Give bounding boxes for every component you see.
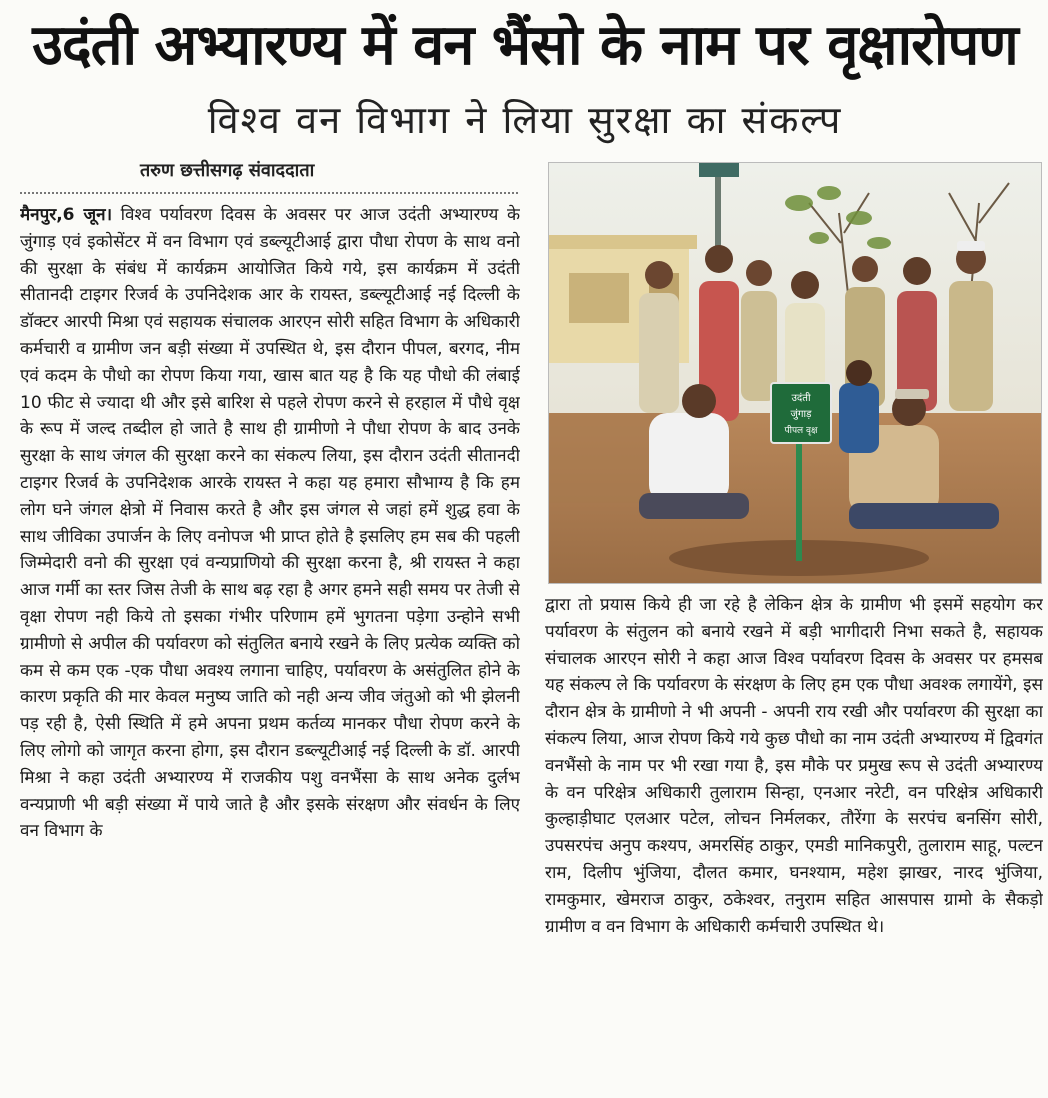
article-body-left-column — [20, 202, 520, 1098]
tree-planting-photo-illustration — [549, 163, 1041, 583]
sign-text-line2: जुंगाड़ — [790, 409, 812, 420]
subheadline: विश्व वन विभाग ने लिया सुरक्षा का संकल्प — [207, 98, 843, 142]
byline-divider — [20, 192, 518, 194]
sign-text-line3: पीपल वृक्ष — [784, 426, 818, 436]
article-body-right-column: द्वारा तो प्रयास किये ही जा रहे है लेकिन क्षेत्र के ग्रामीण भी इसमें सहयोग कर पर्यावरण के संतुलन को बनाये रखने में बड़ी भागीदारी निभा सकते है, सहायक संचालक आरएन सोरी ने कहा आज विश्व पर्यावरण दिवस के अवसर पर हमसब यह संकल्प ले कि पर्यावरण के संरक्षण के लिए हम एक पौधा अवश्क लगायेंगे, इस दौरान क्षेत्र के ग्रामीणो ने भी अपनी - अपनी राय रखी और पर्यावरण की सुरक्षा का संकल्प लिया, आज रोपण किये गये कुछ पौधो का नाम उदंती अभ्यारण्य में द्विवगंत वनभैंसो के नाम पर भी रखा गया है, इस मौके पर प्रमुख रूप से उदंती अभ्यारण्य के वन परिक्षेत्र अधिकारी तुलाराम सिन्हा, एनआर नरेटी, वन परिक्षेत्र अधिकारी कुल्हाड़ीघाट एलआर पटेल, लोचन निर्मलकर, तौरेंगा के सरपंच बनसिंग सोरी, उपसरपंच अनुप कश्यप, अमरसिंह ठाकुर, एमडी मानिकपुरी, तुलाराम साहू, पल्टन राम, दिलीप भुंजिया, दौलत कमार, घनश्याम, महेश झाखर, नारद भुंजिया, रामकुमार, खेमराज ठाकुर, ठकेश्वर, तनुराम सहित आसपास ग्रामो के सैकड़ो ग्रामीण व वन विभाग के अधिकारी कर्मचारी उपस्थित थे। — [545, 595, 1043, 937]
byline: तरुण छत्तीसगढ़ संवाददाता — [140, 160, 315, 181]
article-photo — [548, 162, 1042, 584]
dateline: मैनपुर,6 जून। — [20, 205, 113, 225]
headline: उदंती अभ्यारण्य में वन भैंसो के नाम पर वृक्षारोपण — [32, 13, 1018, 78]
body-text-left: विश्व पर्यावरण दिवस के अवसर पर आज उदंती अभ्यारण्य के जुंगाड़ एवं इकोसेंटर में वन विभाग एवं डब्ल्यूटीआई द्वारा पौधा रोपण के साथ वनो की सुरक्षा के संबंध में कार्यक्रम आयोजित किये गये, इस कार्यक्रम में उदंती सीतानदी टाइगर रिजर्व के उपनिदेशक आर के रायस्त, डब्ल्यूटीआई नई दिल्ली के डॉक्टर आरपी मिश्रा एवं सहायक संचालक आरएन सोरी सहित विभाग के अधिकारी कर्मचारी व ग्रामीण जन बड़ी संख्या में उपस्थित थे, इस दौरान पीपल, बरगद, नीम एवं कदम के पौधो का रोपण किया गया, खास बात यह है कि यह पौधो की लंबाई 10 फीट से ज्यादा थी और इसे बारिश से पहले रोपण करने से हरहाल में पौधे वृक्ष के रूप में जल्द तब्दील हो जाते है साथ ही ग्रामीणो ने पौधा रोपण के बाद उनके सुरक्षा के साथ जंगल की सुरक्षा करने का संकल्प लिया, इस दौरान उदंती सीतानदी टाइगर रिजर्व के उपनिदेशक आरके रायस्त ने कहा यह हमारा सौभाग्य है कि हम लोग घने जंगल क्षेत्रो में निवास करते है और इस जंगल से जहां हमें शुद्ध हवा के साथ जीविका उपार्जन के लिए वनोपज भी प्राप्त होते है इसलिए हम सब की पहली जिम्मेदारी वनो की सुरक्षा एवं वन्यप्राणियो की सुरक्षा करना है, श्री रायस्त ने कहा आज गर्मी का स्तर जिस तेजी के साथ बढ़ रहा है अगर हमने सही समय पर तेजी से वृक्षा रोपण नही किये तो इसका गंभीर परिणाम हमें भुगतना पड़ेगा उन्होने सभी ग्रामीणो से अपील की पर्यावरण को संतुलित बनाये रखने के लिए प्रत्येक व्यक्ति को कम से कम एक -एक पौधा अवश्य लगाना चाहिए, पर्यावरण के असंतुलित होने के कारण प्रकृति की मार केवल मनुष्य जाति को नही अन्य जीव जंतुओ को भी झेलनी पड़ रही है, ऐसी स्थिति में हमे अपना प्रथम कर्तव्य मानकर पौधा रोपण करने के लिए लोगो को जागृत करना होगा, इस दौरान डब्ल्यूटीआई नई दिल्ली के डॉ. आरपी मिश्रा ने कहा उदंती अभ्यारण्य में राजकीय पशु वनभैंसा के साथ अनेक दुर्लभ वन्यप्राणी भी बड़ी संख्या में पाये जाते है और इसके संरक्षण और संवर्धन के लिए वन विभाग के — [20, 205, 520, 842]
sign-text-line1: उदंती — [791, 393, 811, 404]
